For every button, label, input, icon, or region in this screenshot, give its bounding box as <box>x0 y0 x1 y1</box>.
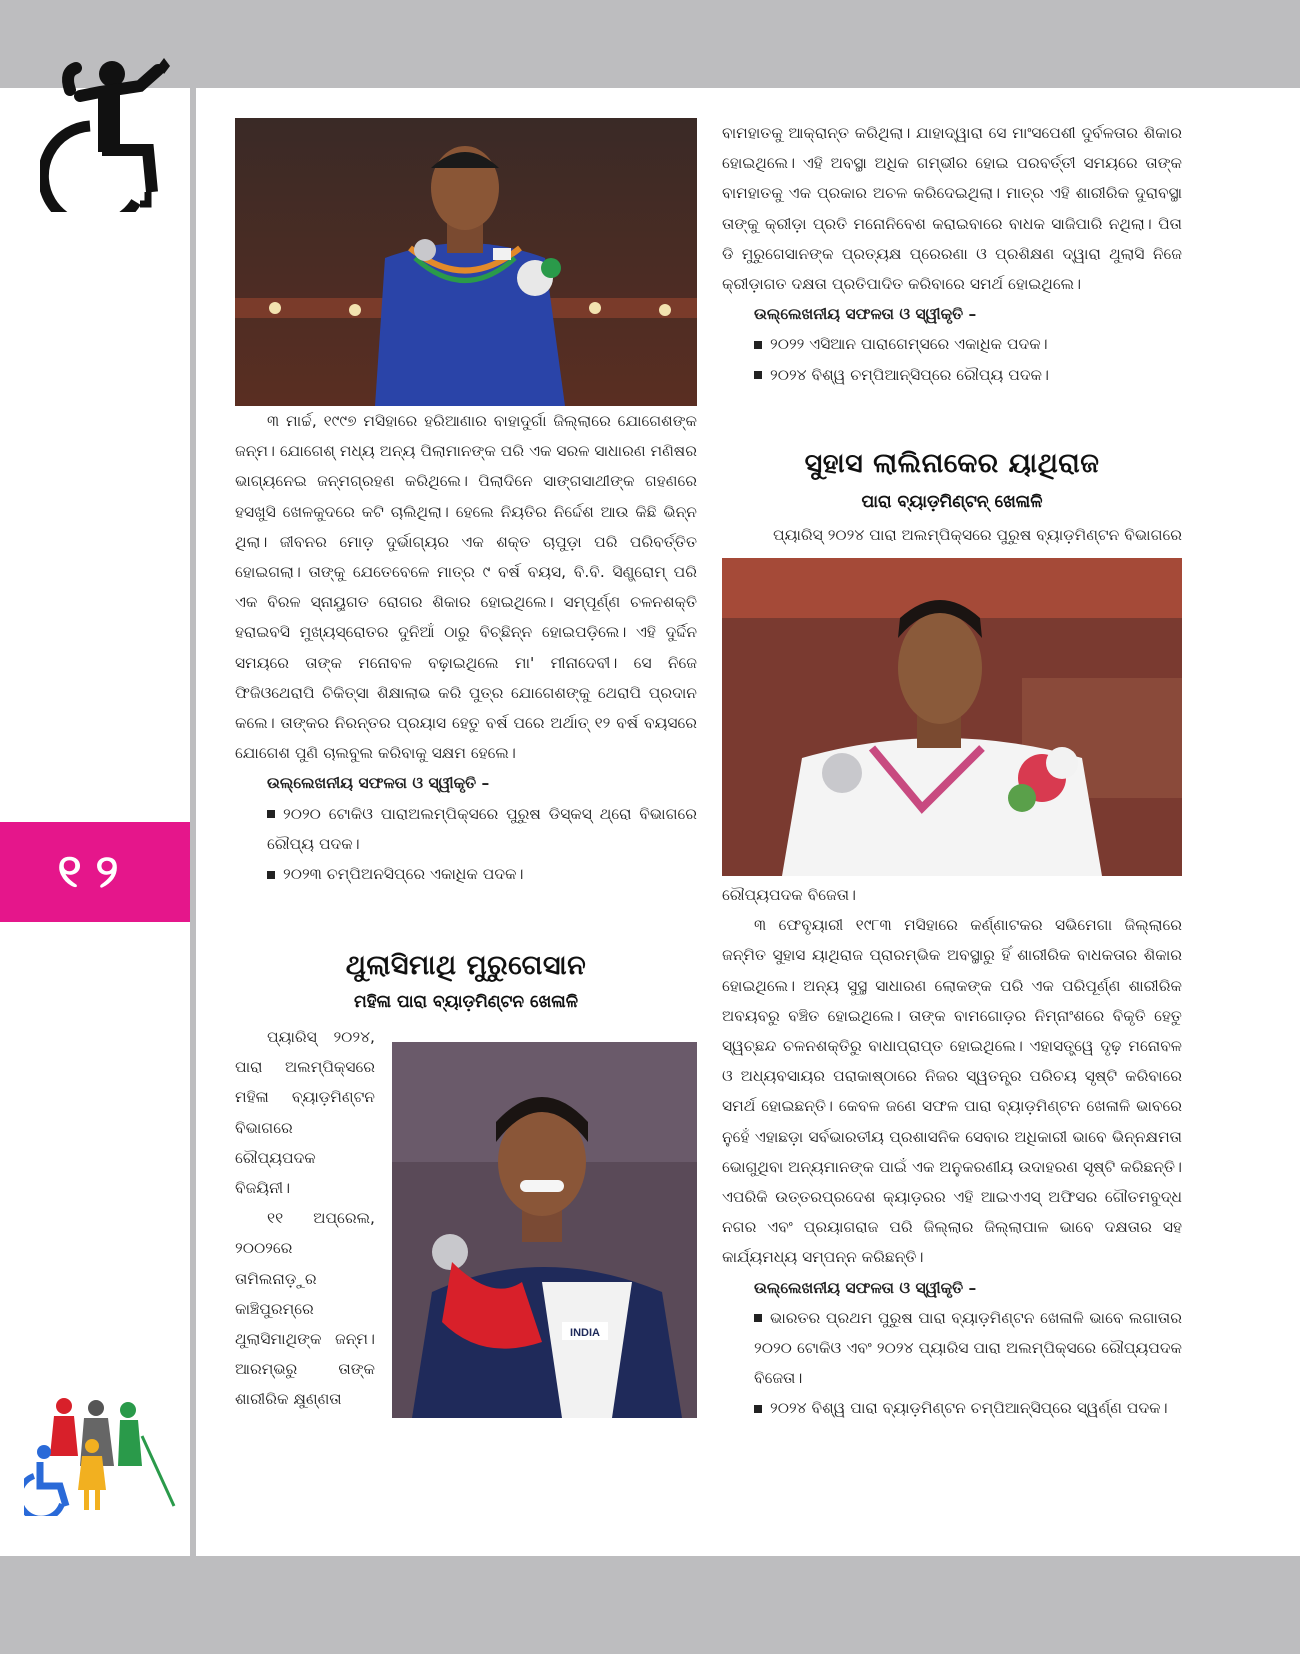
bullet-icon <box>754 371 762 379</box>
bullet-icon <box>754 1314 762 1322</box>
thulasimathi-photo <box>392 1042 697 1418</box>
thulasimathi-intro <box>235 1022 375 1415</box>
thulasimathi-achievement-2: ୨୦୨୪ ବିଶ୍ୱ ଚମ୍ପିଆନ୍‌ସିପ୍‌ରେ ରୌପ୍ୟ ପଦକ। <box>722 360 1182 390</box>
thulasimathi-continuation <box>722 118 1182 390</box>
suhas-title: ସୁହାସ ଲାଲିନାକେର ୟାଥିରାଜ <box>804 448 1100 479</box>
thulasimathi-p2: ୧୧ ଅପ୍ରେଲ, ୨୦୦୨ରେ ତାମିଲନାଡ଼ୁର କାଞ୍ଚିପୁରମ୍‌ରେ ଥୁଲାସିମାଥିଙ୍କ ଜନ୍ମ। ଆରମ୍ଭରୁ ତାଙ୍କ ଶାରୀରିକ କ୍ଷୁଣ୍ଣତା <box>235 1209 375 1409</box>
thulasimathi-title: ଥୁଲାସିମାଥି ମୁରୁଗେସାନ <box>345 950 587 981</box>
suhas-intro-end: ରୌପ୍ୟପଦକ ବିଜେତା। <box>722 886 856 904</box>
yogesh-achievement-2: ୨୦୨୩ ଚମ୍ପିଅନସିପ୍‌ରେ ଏକାଧିକ ପଦକ। <box>235 859 697 889</box>
yogesh-photo <box>235 118 697 406</box>
bullet-icon <box>267 871 275 879</box>
suhas-intro: ପ୍ୟାରିସ୍ ୨୦୨୪ ପାରା ଅଲମ୍ପିକ୍ସରେ ପୁରୁଷ ବ୍ୟାଡ଼ମିଣ୍ଟନ ବିଭାଗରେ <box>773 526 1182 544</box>
suhas-paragraph: ୩ ଫେବୃୟାରୀ ୧୯୮୩ ମସିହାରେ କର୍ଣ୍ଣାଟକର ସଭିମେଗା ଜିଲ୍ଲାରେ ଜନ୍ମିତ ସୁହାସ ୟାଥିରାଜ ପ୍ରାରମ୍ଭିକ ଅବସ୍ଥାରୁ ହିଁ ଶାରୀରିକ ବାଧକତାର ଶିକାର ହୋଇଥିଲେ। ଅନ୍ୟ ସୁସ୍ଥ ସାଧାରଣ ଲୋକଙ୍କ ପରି ଏକ ପରିପୂର୍ଣ୍ଣ ଶାରୀରିକ ଅବୟବରୁ ବଞ୍ଚିତ ହୋଇଥିଲେ। ତାଙ୍କ ବାମଗୋଡ଼ର ନିମ୍ନାଂଶରେ ବିକୃତି ହେତୁ ସ୍ୱଚ୍ଛନ୍ଦ ଚଳନଶକ୍ତିରୁ ବାଧାପ୍ରାପ୍ତ ହୋଇଥିଲେ। ଏହାସତ୍ତ୍ୱେ ଦୃଢ଼ ମନୋବଳ ଓ ଅଧ୍ୟବସାୟର ପରାକାଷ୍ଠାରେ ନିଜର ସ୍ୱତନ୍ତ୍ର ପରିଚୟ ସୃଷ୍ଟି କରିବାରେ ସମର୍ଥ ହୋଇଛନ୍ତି। କେବଳ ଜଣେ ସଫଳ ପାରା ବ୍ୟାଡ଼ମିଣ୍ଟନ ଖେଳାଳି ଭାବରେ ନୁହେଁ ଏହାଛଡ଼ା ସର୍ବଭାରତୀୟ ପ୍ରଶାସନିକ ସେବାର ଅଧିକାରୀ ଭାବେ ଭିନ୍ନକ୍ଷମତା ଭୋଗୁଥିବା ଅନ୍ୟମାନଙ୍କ ପାଇଁ ଏକ ଅନୁକରଣୀୟ ଉଦାହରଣ ସୃଷ୍ଟି କରିଛନ୍ତି। ଏପରିକି ଉତ୍ତରପ୍ରଦେଶ କ୍ୟାଡ଼ରର ଏହି ଆଇଏଏସ୍ ଅଫିସର ଗୌତମବୁଦ୍ଧ ନଗର ଏବଂ ପ୍ରୟାଗରାଜ ପରି ଜିଲ୍ଲାର ଜିଲ୍ଲାପାଳ ଭାବେ ଦକ୍ଷତାର ସହ କାର୍ଯ୍ୟମଧ୍ୟ ସମ୍ପନ୍ନ କରିଛନ୍ତି। <box>722 916 1182 1267</box>
suhas-article <box>722 880 1182 1424</box>
bullet-icon <box>754 341 762 349</box>
suhas-role: ପାରା ବ୍ୟାଡ଼ମିଣ୍ଟନ୍ ଖେଳାଳି <box>861 492 1043 512</box>
thulasimathi-p1: ପ୍ୟାରିସ୍ ୨୦୨୪, ପାରା ଅଲମ୍ପିକ୍ସରେ ମହିଳା ବ୍ୟାଡ଼ମିଣ୍ଟନ ବିଭାଗରେ ରୌପ୍ୟପଦକ ବିଜୟିନୀ। <box>235 1028 375 1198</box>
suhas-achievement-2: ୨୦୨୪ ବିଶ୍ୱ ପାରା ବ୍ୟାଡ଼ମିଣ୍ଟନ ଚମ୍ପିଆନ୍‌ସିପ୍‌ରେ ସ୍ୱର୍ଣ୍ଣ ପଦକ। <box>722 1393 1182 1423</box>
yogesh-article <box>235 406 697 889</box>
yogesh-achievements-heading: ଉଲ୍ଲେଖନୀୟ ସଫଳତା ଓ ସ୍ୱୀକୃତି – <box>267 774 490 793</box>
bullet-icon <box>267 810 275 818</box>
margin-rule <box>190 88 196 1556</box>
page-number: ୧୨ <box>0 822 190 922</box>
bullet-icon <box>754 1405 762 1413</box>
jersey-text: INDIA <box>570 1327 600 1339</box>
suhas-photo <box>722 558 1182 876</box>
thulasimathi-achievement-1: ୨୦୨୨ ଏସିଆନ ପାରାଗେମ୍ସରେ ଏକାଧିକ ପଦକ। <box>722 329 1182 359</box>
bottom-band <box>0 1556 1300 1654</box>
yogesh-paragraph: ୩ ମାର୍ଚ୍ଚ, ୧୯୯୭ ମସିହାରେ ହରିଆଣାର ବାହାଦୁର୍ଗା ଜିଲ୍ଲାରେ ଯୋଗେଶଙ୍କ ଜନ୍ମ। ଯୋଗେଶ୍ ମଧ୍ୟ ଅନ୍ୟ ପିଲାମାନଙ୍କ ପରି ଏକ ସରଳ ସାଧାରଣ ମଣିଷର ଭାଗ୍ୟନେଇ ଜନ୍ମଗ୍ରହଣ କରିଥିଲେ। ପିଲାଦିନେ ସାଙ୍ଗସାଥୀଙ୍କ ଗହଣରେ ହସଖୁସି ଖେଳକୁଦରେ କଟି ଚାଲିଥିଲା। ହେଲେ ନିୟତିର ନିର୍ଦ୍ଦେଶ ଆଉ କିଛି ଭିନ୍ନ ଥିଲା। ଜୀବନର ମୋଡ଼ ଦୁର୍ଭାଗ୍ୟର ଏକ ଶକ୍ତ ଚାପୁଡ଼ା ପରି ପରିବର୍ତ୍ତିତ ହୋଇଗଲା। ତାଙ୍କୁ ଯେତେବେଳେ ମାତ୍ର ୯ ବର୍ଷ ବୟସ, ବି.ବି. ସିଣ୍ଡ୍ରୋମ୍ ପରି ଏକ ବିରଳ ସ୍ନାୟୁଗତ ରୋଗର ଶିକାର ହୋଇଥିଲେ। ସମ୍ପୂର୍ଣ୍ଣ ଚଳନଶକ୍ତି ହରାଇବସି ମୁଖ୍ୟସ୍ରୋତର ଦୁନିଆଁ ଠାରୁ ବିଚ୍ଛିନ୍ନ ହୋଇପଡ଼ିଲେ। ଏହି ଦୁର୍ଦ୍ଦିନ ସମୟରେ ତାଙ୍କ ମନୋବଳ ବଢ଼ାଇଥିଲେ ମା' ମୀନାଦେବୀ। ସେ ନିଜେ ଫିଜିଓଥେରାପି ଚିକିତ୍ସା ଶିକ୍ଷାଲାଭ କରି ପୁତ୍ର ଯୋଗେଶଙ୍କୁ ଥେରାପି ପ୍ରଦାନ କଲେ। ତାଙ୍କର ନିରନ୍ତର ପ୍ରୟାସ ହେତୁ ବର୍ଷ ପରେ ଅର୍ଥାତ୍ ୧୨ ବର୍ଷ ବୟସରେ ଯୋଗେଶ ପୁଣି ଚାଲବୁଲ କରିବାକୁ ସକ୍ଷମ ହେଲେ। <box>235 412 697 763</box>
yogesh-achievement-1: ୨୦୨୦ ଟୋକିଓ ପାରାଅଲମ୍ପିକ୍ସରେ ପୁରୁଷ ଡିସ୍କସ୍ ଥ୍ରୋ ବିଭାଗରେ ରୌପ୍ୟ ପଦକ। <box>267 804 697 853</box>
thulasimathi-achievements-heading: ଉଲ୍ଲେଖନୀୟ ସଫଳତା ଓ ସ୍ୱୀକୃତି – <box>754 305 977 324</box>
wheelchair-athlete-icon <box>40 52 180 212</box>
thulasimathi-continuation-text: ବାମହାତକୁ ଆକ୍ରାନ୍ତ କରିଥିଲା। ଯାହାଦ୍ୱାରା ସେ ମାଂସପେଶୀ ଦୁର୍ବଳତାର ଶିକାର ହୋଇଥିଲେ। ଏହି ଅବସ୍ଥା ଅଧିକ ଗମ୍ଭୀର ହୋଇ ପରବର୍ତ୍ତୀ ସମୟରେ ତାଙ୍କ ବାମହାତକୁ ଏକ ପ୍ରକାର ଅଚଳ କରିଦେଇଥିଲା। ମାତ୍ର ଏହି ଶାରୀରିକ ଦୁରାବସ୍ଥା ତାଙ୍କୁ କ୍ରୀଡ଼ା ପ୍ରତି ମନୋନିବେଶ କରାଇବାରେ ବାଧକ ସାଜିପାରି ନଥିଲା। ପିତା ଡି ମୁରୁଗେସାନଙ୍କ ପ୍ରତ୍ୟକ୍ଷ ପ୍ରେରଣା ଓ ପ୍ରଶିକ୍ଷଣ ଦ୍ୱାରା ଥୁଲାସି ନିଜେ କ୍ରୀଡ଼ାଗତ ଦକ୍ଷତା ପ୍ରତିପାଦିତ କରିବାରେ ସମର୍ଥ ହୋଇଥିଲେ। <box>722 124 1182 294</box>
suhas-achievement-1: ଭାରତର ପ୍ରଥମ ପୁରୁଷ ପାରା ବ୍ୟାଡ଼ମିଣ୍ଟନ ଖେଳାଳି ଭାବେ ଲଗାତାର ୨୦୨୦ ଟୋକିଓ ଏବଂ ୨୦୨୪ ପ୍ୟାରିସ ପାରା ଅଲମ୍ପିକ୍ସରେ ରୌପ୍ୟପଦକ ବିଜେତା। <box>754 1308 1182 1388</box>
top-band <box>0 0 1300 88</box>
suhas-achievements-heading: ଉଲ୍ଲେଖନୀୟ ସଫଳତା ଓ ସ୍ୱୀକୃତି – <box>754 1278 977 1297</box>
diverse-disability-group-icon <box>24 1396 186 1516</box>
thulasimathi-role: ମହିଳା ପାରା ବ୍ୟାଡ଼ମିଣ୍ଟନ ଖେଳାଳି <box>353 992 579 1012</box>
